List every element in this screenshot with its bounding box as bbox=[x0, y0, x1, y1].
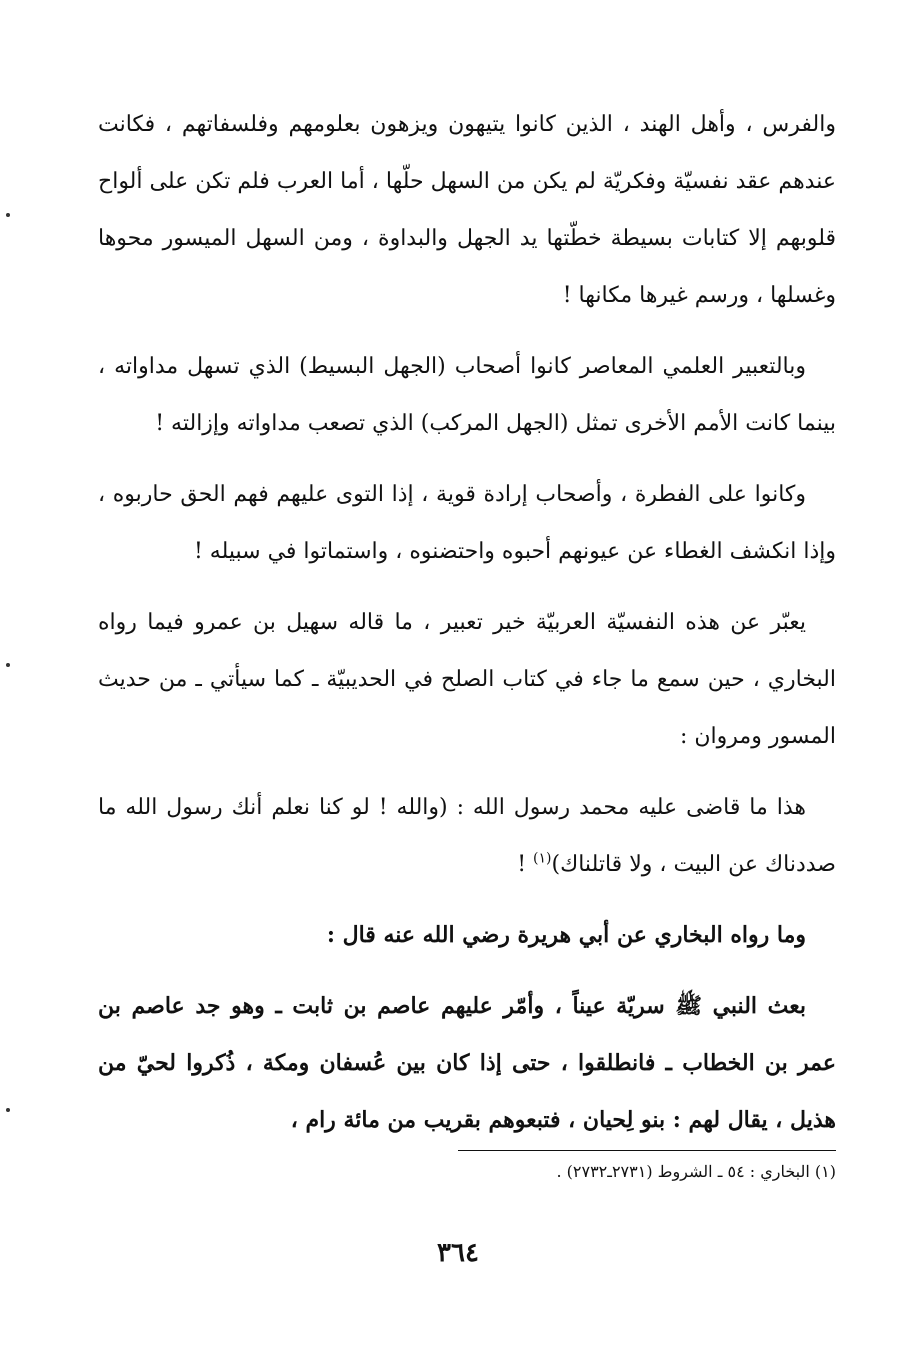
paragraph-4: يعبّر عن هذه النفسيّة العربيّة خير تعبير ، ما قاله سهيل بن عمرو فيما رواه البخاري ، حين سمع ما جاء في كتاب الصلح في الحديبيّة ـ كما سيأتي ـ من حديث المسور ومروان : bbox=[98, 610, 836, 749]
paragraph-5-tail: ! bbox=[517, 852, 534, 877]
paragraph-2: وبالتعبير العلمي المعاصر كانوا أصحاب (الجهل البسيط) الذي تسهل مداواته ، بينما كانت الأمم الأخرى تمثل (الجهل المركب) الذي تصعب مداواته وإزالته ! bbox=[98, 354, 836, 436]
footnote-divider bbox=[458, 1150, 836, 1151]
footnote-reference[interactable]: (١) bbox=[533, 850, 552, 867]
paragraph-5-text: هذا ما قاضى عليه محمد رسول الله : (والله ! لو كنا نعلم أنك رسول الله ما صددناك عن البيت ، ولا قاتلناك) bbox=[98, 795, 836, 877]
paragraph-6: وما رواه البخاري عن أبي هريرة رضي الله عنه قال : bbox=[326, 922, 806, 948]
margin-dot bbox=[6, 213, 10, 217]
paragraph-1: والفرس ، وأهل الهند ، الذين كانوا يتيهون ويزهون بعلومهم وفلسفاتهم ، فكانت عندهم عقد نفسيّة وفكريّة لم يكن من السهل حلّها ، أما العرب فلم تكن على ألواح قلوبهم إلا كتابات بسيطة خطّتها يد الجهل والبداوة ، ومن السهل الميسور محوها وغسلها ، ورسم غيرها مكانها ! bbox=[98, 112, 836, 308]
page-body bbox=[98, 96, 836, 1163]
paragraph-5 bbox=[98, 779, 836, 893]
footnote: (١) البخاري : ٥٤ ـ الشروط (٢٧٣١ـ٢٧٣٢) . bbox=[556, 1162, 836, 1181]
page-number: ٣٦٤ bbox=[437, 1238, 479, 1268]
paragraph-7: بعث النبي ﷺ سريّة عيناً ، وأمّر عليهم عاصم بن ثابت ـ وهو جد عاصم بن عمر بن الخطاب ـ فانطلقوا ، حتى إذا كان بين عُسفان ومكة ، ذُكروا لحيّ من هذيل ، يقال لهم : بنو لِحيان ، فتبعوهم بقريب من مائة رام ، bbox=[98, 993, 836, 1133]
margin-dot bbox=[6, 663, 10, 667]
paragraph-3: وكانوا على الفطرة ، وأصحاب إرادة قوية ، إذا التوى عليهم فهم الحق حاربوه ، وإذا انكشف الغطاء عن عيونهم أحبوه واحتضنوه ، واستماتوا في سبيله ! bbox=[98, 482, 836, 564]
margin-dot bbox=[6, 1108, 10, 1112]
